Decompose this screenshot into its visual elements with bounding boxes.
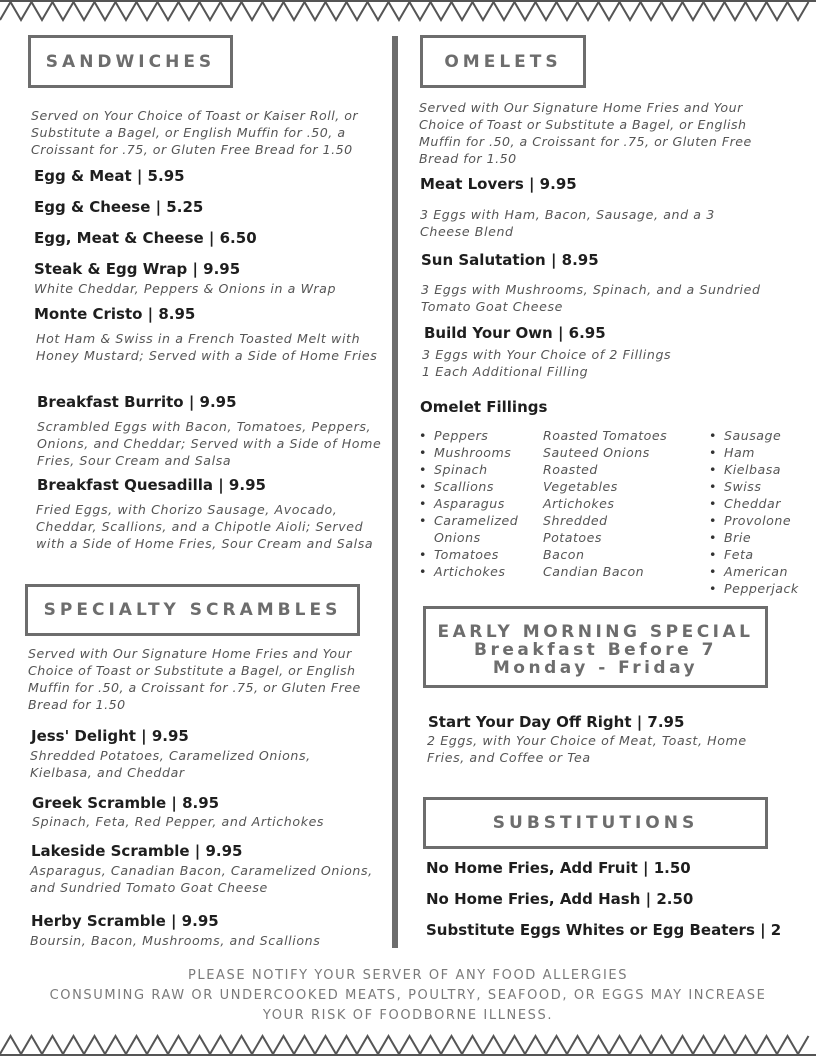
filling-item: • Peppers xyxy=(434,427,518,444)
filling-item: • Artichokes xyxy=(434,563,518,580)
menu-item-desc: Spinach, Feta, Red Pepper, and Artichokes xyxy=(32,814,325,829)
filling-item: Candian Bacon xyxy=(543,564,645,579)
fillings-list-2 xyxy=(543,427,667,580)
menu-item-name: Lakeside Scramble | 9.95 xyxy=(31,842,243,860)
menu-item-name: Monte Cristo | 8.95 xyxy=(34,305,196,323)
menu-item-name: Build Your Own | 6.95 xyxy=(424,324,606,342)
substitution-item: Substitute Eggs Whites or Egg Beaters | 2 xyxy=(426,921,782,939)
menu-item-desc: Shredded Potatoes, Caramelized Onions, Kielbasa, and Cheddar xyxy=(30,748,311,780)
food-safety-notice-cont: YOUR RISK OF FOODBORNE ILLNESS. xyxy=(262,1008,554,1023)
filling-item: Potatoes xyxy=(543,530,602,545)
menu-item-name: Egg & Meat | 5.95 xyxy=(34,167,185,185)
substitution-item: No Home Fries, Add Fruit | 1.50 xyxy=(426,859,691,877)
menu-item-desc: 1 Each Additional Filling xyxy=(422,364,589,379)
menu-item-desc: Hot Ham & Swiss in a French Toasted Melt with Honey Mustard; Served with a Side of Home Fries xyxy=(36,331,378,363)
menu-item-name: Jess' Delight | 9.95 xyxy=(31,727,189,745)
fillings-title: Omelet Fillings xyxy=(420,398,548,416)
substitutions-heading: SUBSTITUTIONS xyxy=(423,797,768,849)
filling-item: • Tomatoes xyxy=(434,546,518,563)
menu-item-name: Meat Lovers | 9.95 xyxy=(420,175,577,193)
menu-item-name: Sun Salutation | 8.95 xyxy=(421,251,599,269)
menu-item-desc: Scrambled Eggs with Bacon, Tomatoes, Peppers, Onions, and Cheddar; Served with a Side of Home Fries, Sour Cream and Salsa xyxy=(37,419,382,468)
filling-item: • Ham xyxy=(724,444,799,461)
menu-item-name: Start Your Day Off Right | 7.95 xyxy=(428,713,685,731)
menu-item-name: Breakfast Quesadilla | 9.95 xyxy=(37,476,266,494)
top-zigzag-border xyxy=(0,0,816,22)
filling-item: • Pepperjack xyxy=(724,580,799,597)
filling-item: • American xyxy=(724,563,799,580)
filling-item: • Kielbasa xyxy=(724,461,799,478)
scrambles-intro: Served with Our Signature Home Fries and Your Choice of Toast or Substitute a Bagel, or English Muffin for .50, a Croissant for .75, or Gluten Free Bread for 1.50 xyxy=(28,646,361,712)
early-special-subtitle: Breakfast Before 7 xyxy=(474,640,717,660)
menu-item-name: Herby Scramble | 9.95 xyxy=(31,912,219,930)
filling-item: Artichokes xyxy=(543,496,615,511)
early-special-box xyxy=(423,606,768,688)
menu-item-name: Egg & Cheese | 5.25 xyxy=(34,198,204,216)
allergy-notice: PLEASE NOTIFY YOUR SERVER OF ANY FOOD ALLERGIES xyxy=(187,968,629,983)
fillings-list-3 xyxy=(724,427,799,597)
filling-item: Roasted Tomatoes xyxy=(543,428,668,443)
filling-item: Onions xyxy=(434,530,481,545)
filling-item: • Spinach xyxy=(434,461,518,478)
filling-item: • Sausage xyxy=(724,427,799,444)
fillings-list-1 xyxy=(434,427,518,580)
substitution-item: No Home Fries, Add Hash | 2.50 xyxy=(426,890,694,908)
filling-item: • Asparagus xyxy=(434,495,518,512)
filling-item: Shredded xyxy=(543,513,608,528)
menu-item-desc: 2 Eggs, with Your Choice of Meat, Toast, Home Fries, and Coffee or Tea xyxy=(427,733,747,765)
menu-item-desc: Boursin, Bacon, Mushrooms, and Scallions xyxy=(30,933,321,948)
menu-item-name: Egg, Meat & Cheese | 6.50 xyxy=(34,229,257,247)
sandwiches-intro: Served on Your Choice of Toast or Kaiser Roll, or Substitute a Bagel, or English Muffin for .50, a Croissant for .75, or Gluten Free Bread for 1.50 xyxy=(31,108,359,157)
menu-item-desc: Asparagus, Canadian Bacon, Caramelized Onions, and Sundried Tomato Goat Cheese xyxy=(30,863,373,895)
food-safety-notice: CONSUMING RAW OR UNDERCOOKED MEATS, POULTRY, SEAFOOD, OR EGGS MAY INCREASE xyxy=(49,988,767,1003)
filling-item: • Caramelized xyxy=(434,512,518,529)
menu-item-desc: Fried Eggs, with Chorizo Sausage, Avocado, Cheddar, Scallions, and a Chipotle Aioli; Served with a Side of Home Fries, Sour Cream and Salsa xyxy=(36,502,374,551)
filling-item: • Scallions xyxy=(434,478,518,495)
bottom-zigzag-border xyxy=(0,1034,816,1056)
omelets-intro: Served with Our Signature Home Fries and Your Choice of Toast or Substitute a Bagel, or English Muffin for .50, a Croissant for .75, or Gluten Free Bread for 1.50 xyxy=(419,100,752,166)
early-special-heading: EARLY MORNING SPECIAL xyxy=(437,622,754,642)
filling-item: • Provolone xyxy=(724,512,799,529)
menu-item-desc: 3 Eggs with Your Choice of 2 Fillings xyxy=(422,347,672,362)
center-divider xyxy=(392,36,398,948)
filling-item: Roasted xyxy=(543,462,598,477)
menu-item-desc: 3 Eggs with Mushrooms, Spinach, and a Sundried Tomato Goat Cheese xyxy=(421,282,761,314)
filling-item: • Feta xyxy=(724,546,799,563)
filling-item: • Cheddar xyxy=(724,495,799,512)
menu-item-desc: 3 Eggs with Ham, Bacon, Sausage, and a 3 Cheese Blend xyxy=(420,207,715,239)
early-special-days: Monday - Friday xyxy=(492,658,699,678)
filling-item: • Mushrooms xyxy=(434,444,518,461)
filling-item: Sauteed Onions xyxy=(543,445,650,460)
filling-item: Bacon xyxy=(543,547,585,562)
menu-item-name: Steak & Egg Wrap | 9.95 xyxy=(34,260,241,278)
filling-item: • Brie xyxy=(724,529,799,546)
filling-item: Vegetables xyxy=(543,479,618,494)
omelets-heading: OMELETS xyxy=(420,35,586,88)
scrambles-heading: SPECIALTY SCRAMBLES xyxy=(25,584,360,636)
menu-item-name: Breakfast Burrito | 9.95 xyxy=(37,393,237,411)
menu-item-desc: White Cheddar, Peppers & Onions in a Wrap xyxy=(34,281,337,296)
filling-item: • Swiss xyxy=(724,478,799,495)
menu-item-name: Greek Scramble | 8.95 xyxy=(32,794,220,812)
sandwiches-heading: SANDWICHES xyxy=(28,35,233,88)
